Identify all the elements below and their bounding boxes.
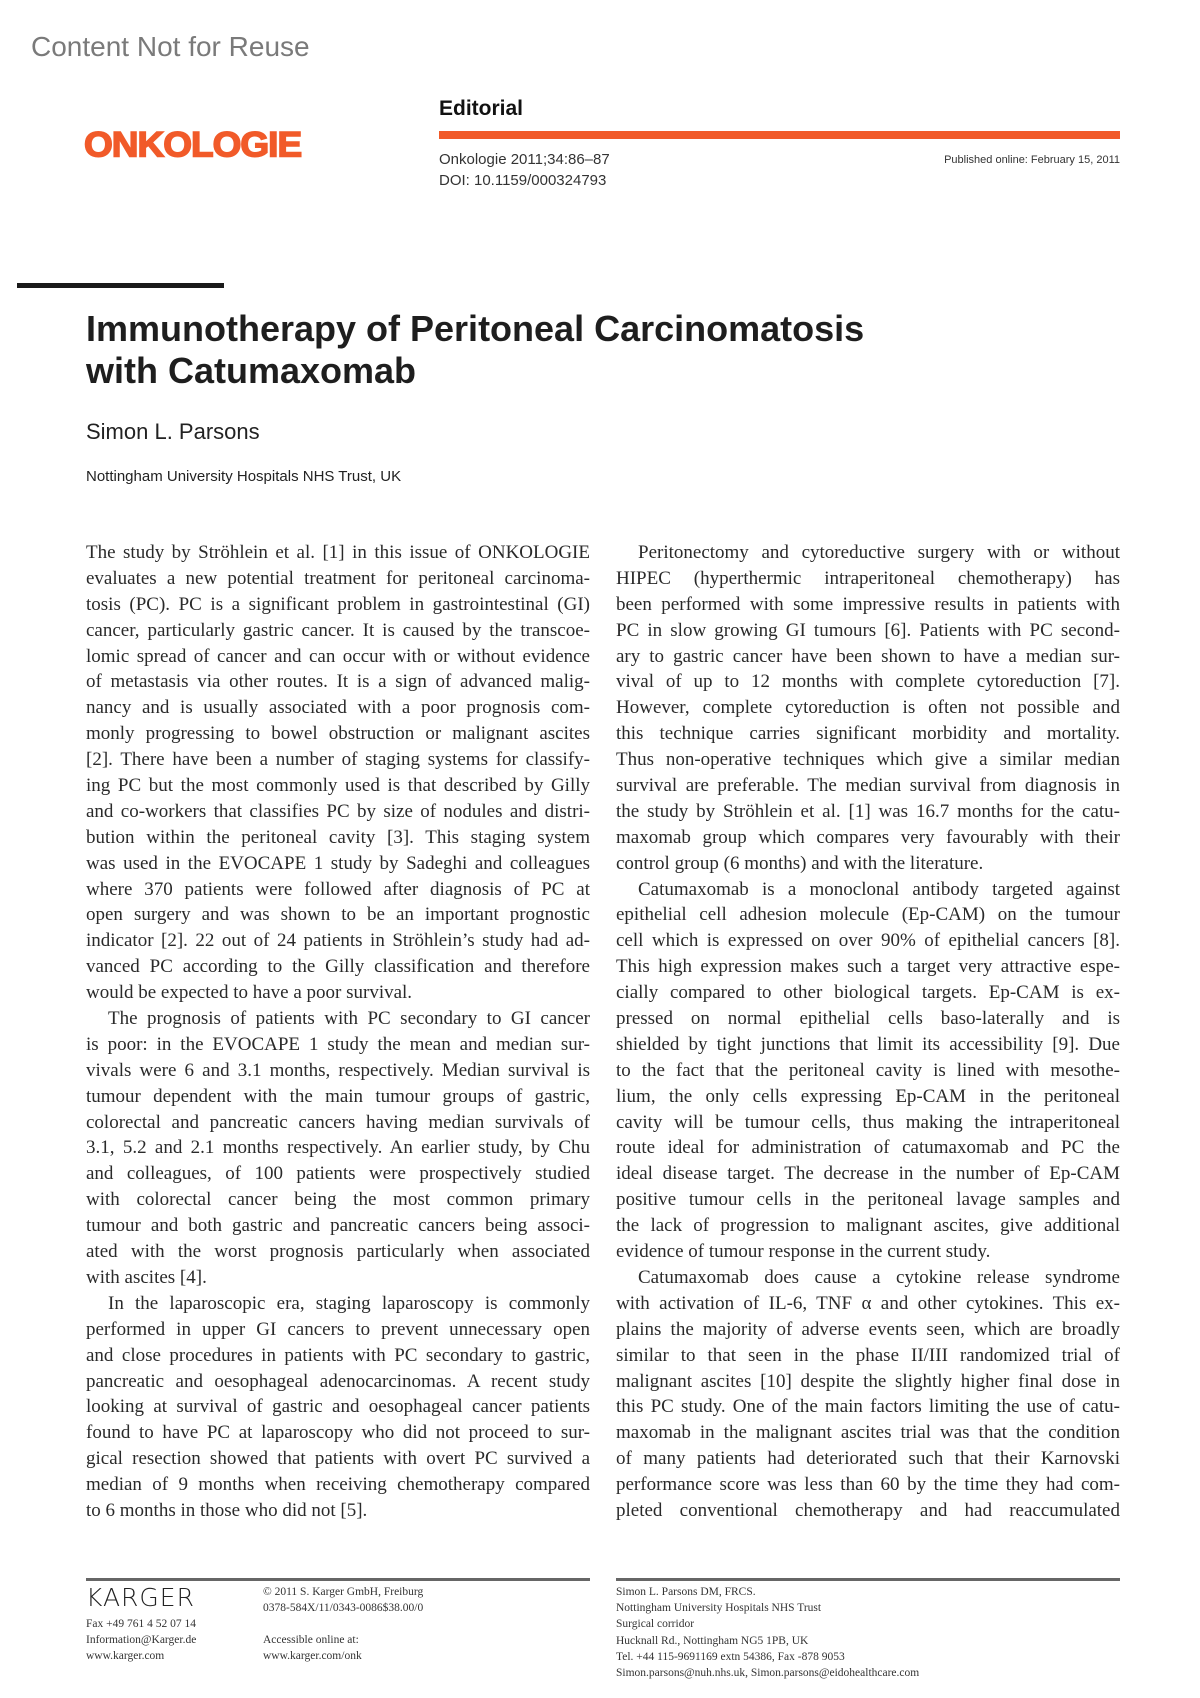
copyright-line: © 2011 S. Karger GmbH, Freiburg [263, 1586, 424, 1598]
publisher-contact [86, 1616, 196, 1665]
paragraph-line: [2]. There have been a number of staging systems for classify- [86, 749, 590, 771]
paragraph-line: lomic spread of cancer and can occur with or without evidence [86, 645, 590, 667]
paragraph-line: route ideal for administration of catumaxomab and PC the [616, 1137, 1120, 1159]
footer-rule-left [86, 1578, 590, 1581]
paragraph-line: monly progressing to bowel obstruction or malignant ascites [86, 723, 590, 745]
paragraph-line: vival of up to 12 months with complete cytoreduction [7]. [616, 671, 1120, 693]
paragraph-line: performed in upper GI cancers to prevent unnecessary open [86, 1318, 590, 1340]
paragraph-line: vivals were 6 and 3.1 months, respectively. Median survival is [86, 1059, 590, 1081]
paragraph-line: found to have PC at laparoscopy who did not proceed to sur- [86, 1422, 590, 1444]
correspondence-name: Simon L. Parsons DM, FRCS. [616, 1586, 756, 1598]
paragraph-line: cell which is expressed on over 90% of epithelial cancers [8]. [616, 930, 1120, 952]
paragraph-line: open surgery and was shown to be an important prognostic [86, 904, 590, 926]
publisher-website: www.karger.com [86, 1650, 165, 1663]
footer-rule-right [616, 1578, 1120, 1581]
paragraph-line: This high expression makes such a target very attractive espe- [616, 956, 1120, 978]
body-column-left [86, 540, 590, 1524]
paragraph-line: was used in the EVOCAPE 1 study by Sadeghi and colleagues [86, 852, 590, 874]
author: Simon L. Parsons [86, 419, 260, 444]
paragraph-line: cancer, particularly gastric cancer. It is caused by the transcoe- [86, 619, 590, 641]
paragraph-line: Catumaxomab is a monoclonal antibody targeted against [638, 878, 1120, 900]
paragraph-line: to the fact that the peritoneal cavity is lined with mesothe- [616, 1059, 1120, 1081]
paragraph-line: In the laparoscopic era, staging laparoscopy is commonly [108, 1292, 590, 1314]
paragraph-line: pleted conventional chemotherapy and had reaccumulated [616, 1499, 1120, 1521]
paragraph-line: ideal disease target. The decrease in the number of Ep-CAM [616, 1163, 1120, 1185]
copyright [263, 1584, 423, 1616]
doi: DOI: 10.1159/000324793 [439, 172, 607, 189]
paragraph-line: tumour and both gastric and pancreatic cancers being associ- [86, 1215, 590, 1237]
paragraph-line: positive tumour cells in the peritoneal lavage samples and [616, 1189, 1120, 1211]
paragraph-line: However, complete cytoreduction is often not possible and [616, 697, 1120, 719]
paragraph-line: is poor: in the EVOCAPE 1 study the mean and median sur- [86, 1033, 590, 1055]
citation: Onkologie 2011;34:86–87 [439, 151, 610, 168]
correspondence-phone: Tel. +44 115-9691169 extn 54386, Fax -878 9053 [616, 1650, 845, 1663]
paragraph-line: The study by Ströhlein et al. [1] in this issue of ONKOLOGIE [86, 542, 590, 563]
correspondence-email: Simon.parsons@nuh.nhs.uk, Simon.parsons@eidohealthcare.com [616, 1667, 920, 1680]
paragraph-line: tosis (PC). PC is a significant problem in gastrointestinal (GI) [86, 593, 590, 615]
paragraph-line: maxomab in the malignant ascites trial was that the condition [616, 1422, 1120, 1444]
paragraph-line: evidence of tumour response in the current study. [616, 1241, 991, 1263]
paragraph-line: similar to that seen in the phase II/III randomized trial of [616, 1344, 1120, 1366]
paragraph-line: 3.1, 5.2 and 2.1 months respectively. An earlier study, by Chu [86, 1137, 590, 1159]
issn-line: 0378-584X/11/0343-0086$38.00/0 [263, 1602, 424, 1615]
paragraph-line: gical resection showed that patients with overt PC survived a [86, 1448, 590, 1470]
paragraph-line: performance score was less than 60 by the time they had com- [616, 1474, 1120, 1496]
paragraph-line: nancy and is usually associated with a poor prognosis com- [86, 697, 590, 719]
watermark: Content Not for Reuse [31, 31, 310, 62]
online-access [263, 1632, 362, 1664]
paragraph-line: PC in slow growing GI tumours [6]. Patients with PC second- [616, 619, 1120, 641]
online-label: Accessible online at: [263, 1634, 359, 1646]
journal-logo: ONKOLOGIE [84, 125, 302, 164]
article-title-line-2: with Catumaxomab [86, 350, 417, 391]
paragraph-line: median of 9 months when receiving chemotherapy compared [86, 1474, 590, 1496]
paragraph-line: of metastasis via other routes. It is a sign of advanced malig- [86, 671, 590, 693]
paragraph-line: lium, the only cells expressing Ep-CAM in the peritoneal [616, 1085, 1120, 1107]
paragraph-line: tumour dependent with the main tumour groups of gastric, [86, 1085, 590, 1107]
paragraph-line: cially compared to other biological targets. Ep-CAM is ex- [616, 982, 1120, 1004]
paragraph-line: survival are preferable. The median survival from diagnosis in [616, 775, 1120, 797]
paragraph-line: to 6 months in those who did not [5]. [86, 1499, 368, 1521]
paragraph-line: pressed on normal epithelial cells baso-laterally and is [616, 1008, 1120, 1030]
paragraph-line: and close procedures in patients with PC secondary to gastric, [86, 1344, 590, 1366]
paragraph-line: and colleagues, of 100 patients were prospectively studied [86, 1163, 590, 1185]
paragraph-line: would be expected to have a poor survival. [86, 982, 413, 1004]
paragraph-line: been performed with some impressive results in patients with [616, 593, 1120, 615]
paragraph-line: this technique carries significant morbidity and mortality. [616, 723, 1120, 745]
paragraph-line: ated with the worst prognosis particularly when associated [86, 1241, 590, 1263]
paragraph-line: ing PC but the most commonly used is that described by Gilly [86, 775, 590, 797]
publisher-logo: KARGER [86, 1583, 195, 1612]
paragraph-line: of many patients had deteriorated such that their Karnovski [616, 1448, 1120, 1470]
paragraph-line: Thus non-operative techniques which give a similar median [616, 749, 1120, 771]
paragraph-line: bution within the peritoneal cavity [3]. This staging system [86, 826, 590, 848]
paragraph-line: and co-workers that classifies PC by size of nodules and distri- [86, 800, 590, 822]
title-rule [17, 283, 224, 288]
paragraph-line: indicator [2]. 22 out of 24 patients in Ströhlein’s study had ad- [86, 930, 590, 952]
section-label: Editorial [439, 97, 524, 120]
paragraph-line: Catumaxomab does cause a cytokine release syndrome [638, 1266, 1120, 1288]
correspondence-institution: Nottingham University Hospitals NHS Trust [616, 1602, 822, 1615]
affiliation: Nottingham University Hospitals NHS Trust, UK [86, 468, 402, 485]
paragraph-line: epithelial cell adhesion molecule (Ep-CAM) on the tumour [616, 904, 1120, 926]
paragraph-line: this PC study. One of the main factors limiting the use of catu- [616, 1396, 1120, 1418]
correspondence-dept: Surgical corridor [616, 1618, 695, 1631]
paragraph-line: with ascites [4]. [86, 1266, 207, 1288]
paragraph-line: HIPEC (hyperthermic intraperitoneal chemotherapy) has [616, 567, 1120, 589]
paragraph-line: cavity will be tumour cells, thus making the intraperitoneal [616, 1111, 1120, 1133]
paragraph-line: looking at survival of gastric and oesophageal cancer patients [86, 1396, 590, 1418]
paragraph-line: ary to gastric cancer have been shown to have a median sur- [616, 645, 1120, 667]
correspondence-address: Hucknall Rd., Nottingham NG5 1PB, UK [616, 1634, 809, 1647]
paragraph-line: shielded by tight junctions that limit its accessibility [9]. Due [616, 1033, 1120, 1055]
correspondence [616, 1584, 919, 1681]
body-column-right [616, 540, 1120, 1524]
article-title-line-1: Immunotherapy of Peritoneal Carcinomatosis [86, 308, 865, 349]
paragraph-line: with activation of IL-6, TNF α and other cytokines. This ex- [616, 1292, 1120, 1314]
paragraph-line: maxomab group which compares very favourably with their [616, 826, 1120, 848]
paragraph-line: malignant ascites [10] despite the slightly higher final dose in [616, 1370, 1120, 1392]
paragraph-line: pancreatic and oesophageal adenocarcinomas. A recent study [86, 1370, 590, 1392]
paragraph-line: where 370 patients were followed after diagnosis of PC at [86, 878, 590, 900]
paragraph-line: plains the majority of adverse events seen, which are broadly [616, 1318, 1120, 1340]
header-accent-bar [439, 131, 1120, 139]
paragraph-line: the study by Ströhlein et al. [1] was 16.7 months for the catu- [616, 800, 1120, 822]
publisher-email: Information@Karger.de [86, 1634, 197, 1647]
paragraph-line: vanced PC according to the Gilly classification and therefore [86, 956, 590, 978]
published-date: Published online: February 15, 2011 [944, 154, 1120, 166]
paragraph-line: the lack of progression to malignant ascites, give additional [616, 1215, 1120, 1237]
online-link: www.karger.com/onk [263, 1650, 362, 1663]
paragraph-line: control group (6 months) and with the literature. [616, 852, 984, 874]
paragraph-line: with colorectal cancer being the most common primary [86, 1189, 590, 1211]
paragraph-line: Peritonectomy and cytoreductive surgery with or without [638, 542, 1120, 563]
paragraph-line: colorectal and pancreatic cancers having median survivals of [86, 1111, 590, 1133]
paragraph-line: The prognosis of patients with PC secondary to GI cancer [108, 1008, 590, 1030]
paragraph-line: evaluates a new potential treatment for peritoneal carcinoma- [86, 567, 590, 589]
publisher-fax: Fax +49 761 4 52 07 14 [86, 1618, 196, 1630]
